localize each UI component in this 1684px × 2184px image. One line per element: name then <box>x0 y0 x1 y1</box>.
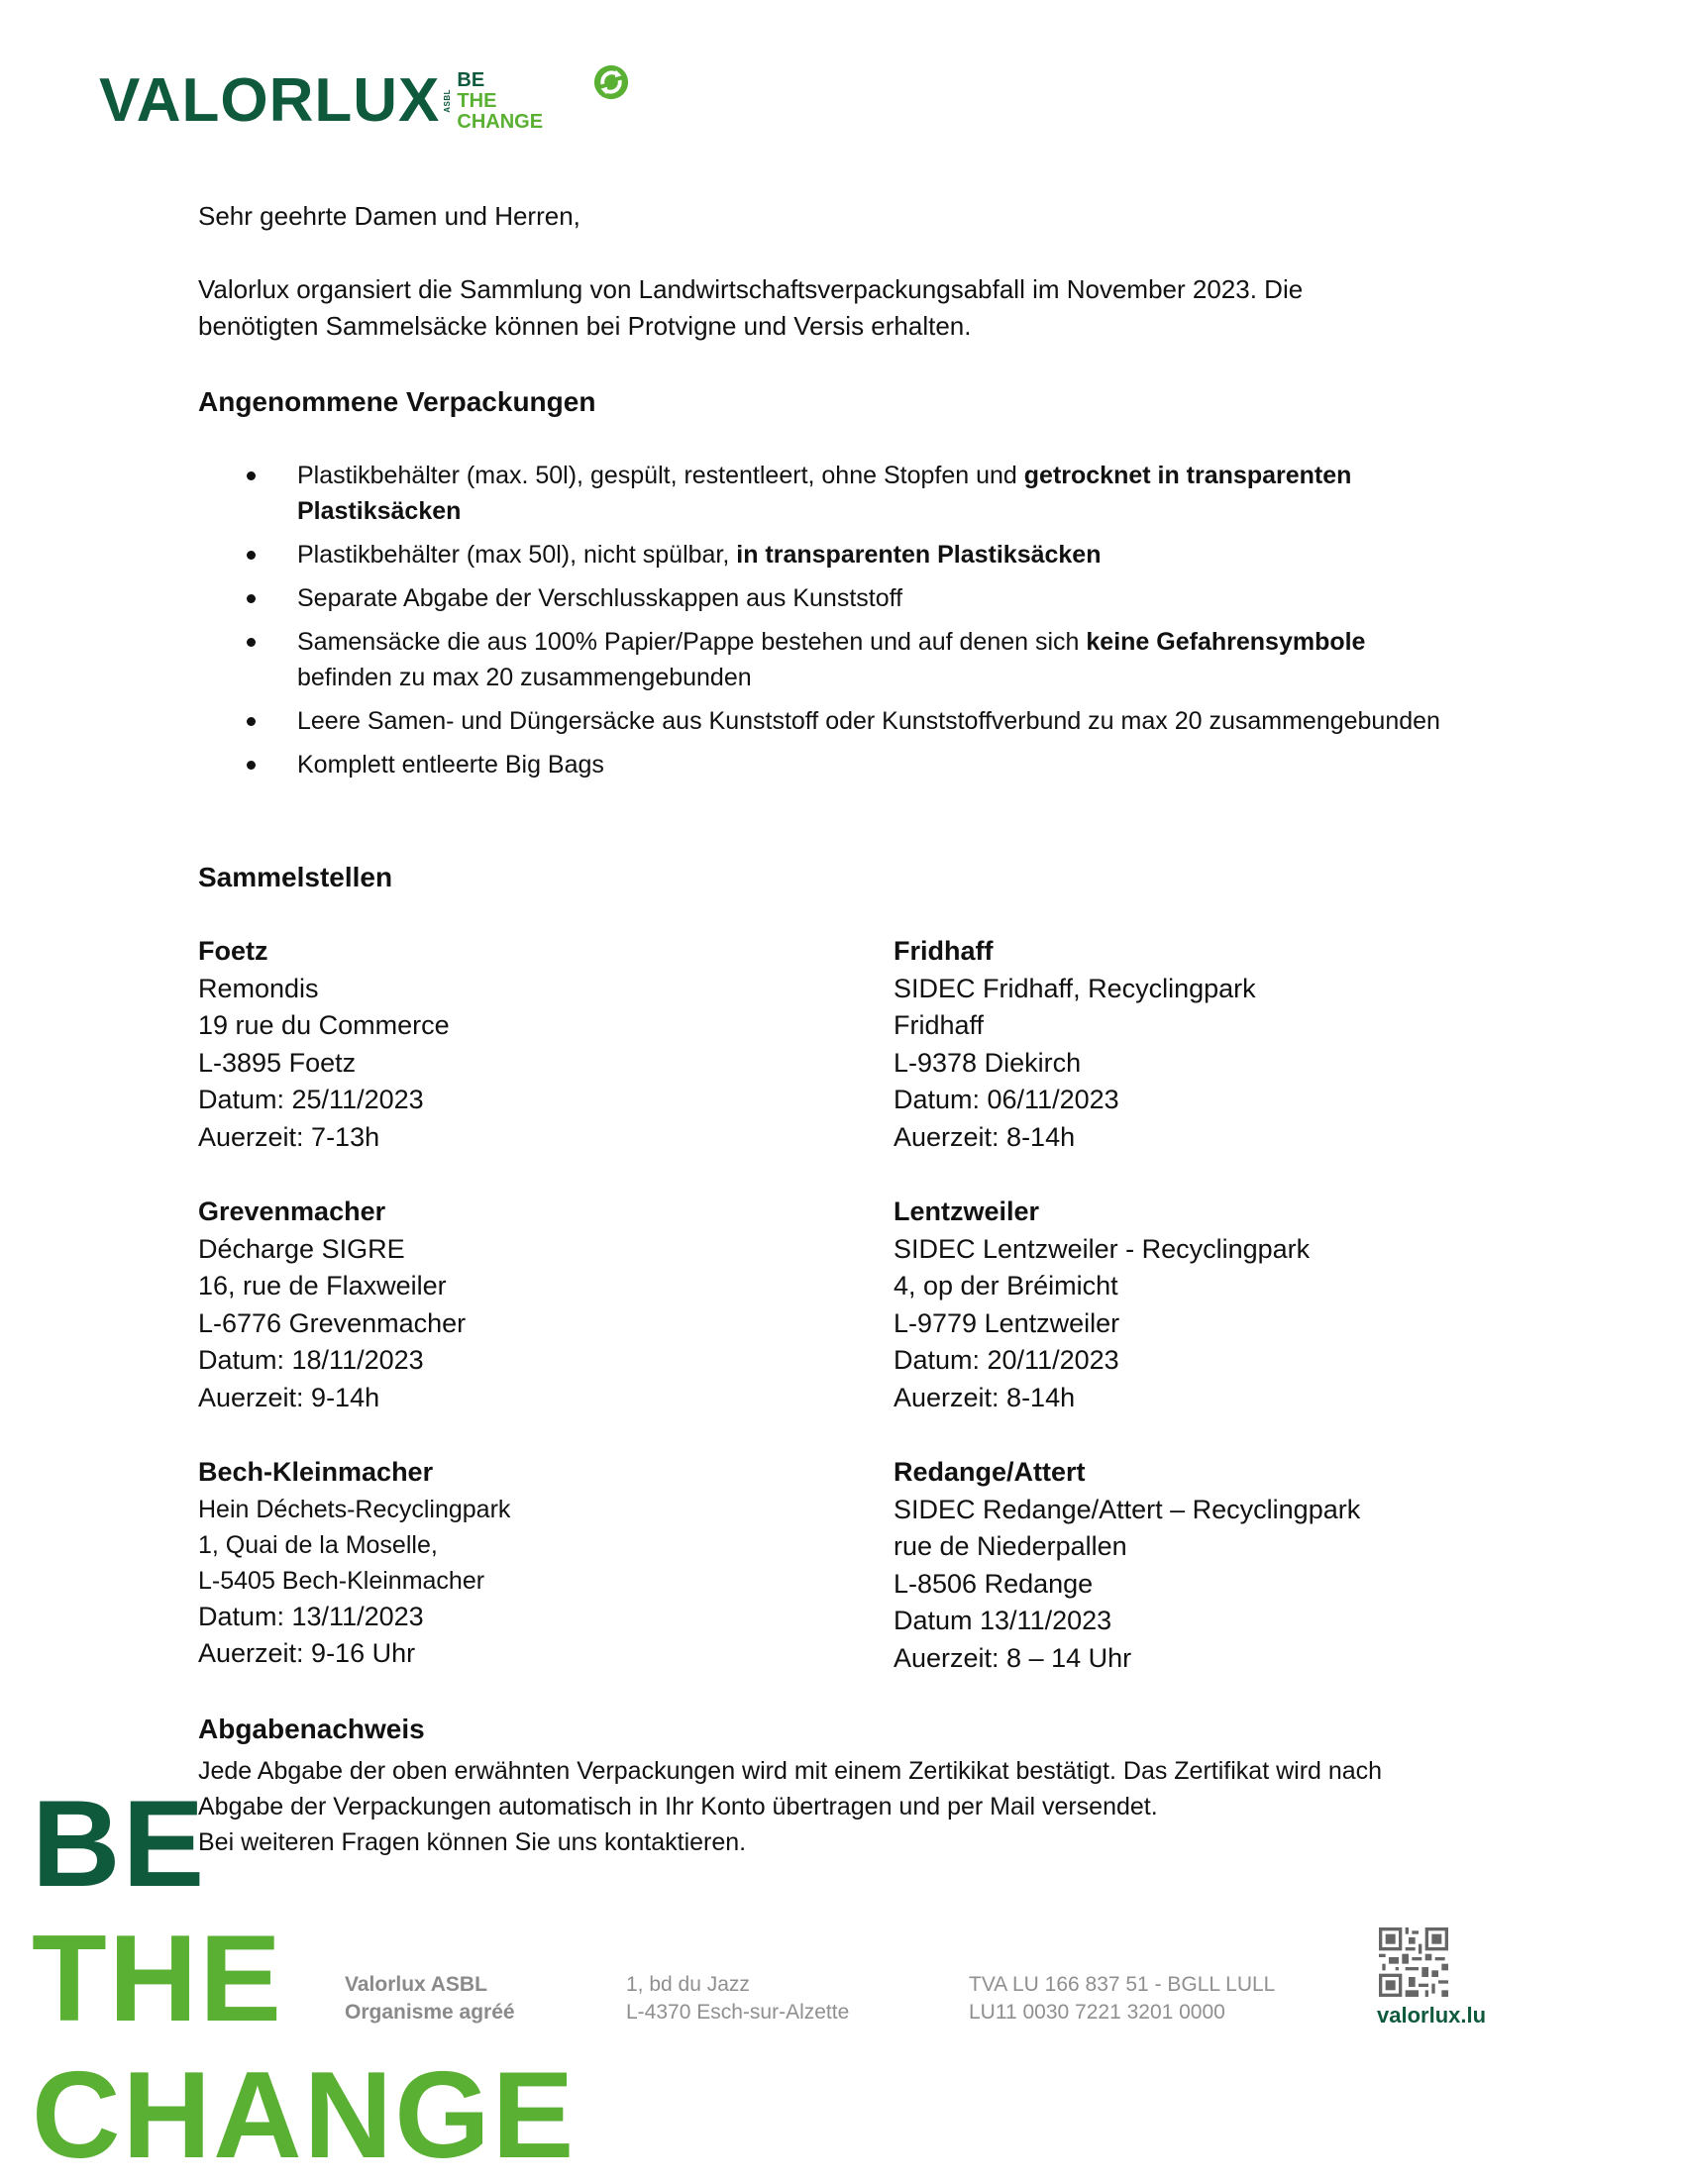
collection-points-heading: Sammelstellen <box>198 862 393 892</box>
footer-address: 1, bd du Jazz L-4370 Esch-sur-Alzette <box>626 1973 850 2024</box>
salutation: Sehr geehrte Damen und Herren, <box>198 201 580 231</box>
location-name: Grevenmacher <box>198 1196 386 1226</box>
bullet-icon <box>247 471 256 480</box>
list-item: Plastikbehälter (max 50l), nicht spülbar, in transparenten Plastiksäcken <box>243 537 1441 572</box>
accepted-packaging-list <box>243 458 1441 790</box>
intro-line-2: benötigten Sammelsäcke können bei Protvigne und Versis erhalten. <box>198 311 972 341</box>
footer-change: CHANGE <box>32 2047 577 2184</box>
logo-asbl: ASBL <box>443 89 453 113</box>
location-foetz: Foetz Remondis 19 rue du Commerce L-3895 Foetz Datum: 25/11/2023 Auerzeit: 7-13h <box>198 933 842 1156</box>
bullet-icon <box>247 551 256 560</box>
location-bech-kleinmacher: Bech-Kleinmacher Hein Déchets-Recyclingpark 1, Quai de la Moselle, L-5405 Bech-Kleinmacher Datum: 13/11/2023 Auerzeit: 9-16 Uhr <box>198 1454 842 1673</box>
intro-line-1: Valorlux organsiert die Sammlung von Landwirtschaftsverpackungsabfall im November 2023. Die <box>198 274 1304 304</box>
accepted-packaging-heading: Angenommene Verpackungen <box>198 386 596 417</box>
list-item: Komplett entleerte Big Bags <box>243 747 1441 782</box>
logo-wordmark: VALORLUX <box>99 66 441 135</box>
list-item: Separate Abgabe der Verschlusskappen aus Kunststoff <box>243 580 1441 616</box>
list-item: Plastikbehälter (max. 50l), gespült, restentleert, ohne Stopfen und getrocknet in transparenten Plastiksäcken <box>243 458 1441 529</box>
location-grevenmacher: Grevenmacher Décharge SIGRE 16, rue de Flaxweiler L-6776 Grevenmacher Datum: 18/11/2023 Auerzeit: 9-14h <box>198 1194 842 1416</box>
location-name: Redange/Attert <box>894 1457 1086 1487</box>
list-item: Samensäcke die aus 100% Papier/Pappe bestehen und auf denen sich keine Gefahrensymbole befinden zu max 20 zusammengebunden <box>243 624 1441 695</box>
location-redange-attert: Redange/Attert SIDEC Redange/Attert – Recyclingpark rue de Niederpallen L-8506 Redange Datum 13/11/2023 Auerzeit: 8 – 14 Uhr <box>894 1454 1537 1677</box>
location-fridhaff: Fridhaff SIDEC Fridhaff, Recyclingpark Fridhaff L-9378 Diekirch Datum: 06/11/2023 Auerzeit: 8-14h <box>894 933 1537 1156</box>
location-name: Foetz <box>198 936 268 966</box>
footer-tax-bank: TVA LU 166 837 51 - BGLL LULL LU11 0030 7221 3201 0000 <box>969 1973 1276 2024</box>
footer-be: BE <box>32 1776 207 1913</box>
location-lentzweiler: Lentzweiler SIDEC Lentzweiler - Recyclingpark 4, op der Bréimicht L-9779 Lentzweiler Datum: 20/11/2023 Auerzeit: 8-14h <box>894 1194 1537 1416</box>
footer-the: THE <box>32 1911 283 2047</box>
qr-code-icon <box>1379 1927 1448 1997</box>
recycle-circle-icon <box>592 63 630 101</box>
list-item: Leere Samen- und Düngersäcke aus Kunststoff oder Kunststoffverbund zu max 20 zusammengebunden <box>243 703 1441 739</box>
location-name: Fridhaff <box>894 936 994 966</box>
proof-text: Jede Abgabe der oben erwähnten Verpackungen wird mit einem Zertikikat bestätigt. Das Zertifikat wird nach Abgabe der Verpackungen automatisch in Ihr Konto übertragen und per Mail versendet. Bei weiteren Fragen können Sie uns kontaktieren. <box>198 1757 1383 1856</box>
bullet-icon <box>247 594 256 603</box>
valorlux-logo <box>99 61 543 141</box>
bullet-icon <box>247 717 256 726</box>
footer-org: Valorlux ASBL Organisme agréé <box>345 1973 515 2024</box>
logo-be-the-change: BE THE CHANGE <box>457 68 544 133</box>
bullet-icon <box>247 638 256 647</box>
location-name: Bech-Kleinmacher <box>198 1457 434 1487</box>
bullet-icon <box>247 761 256 770</box>
website-link[interactable]: valorlux.lu <box>1377 2003 1487 2028</box>
location-name: Lentzweiler <box>894 1196 1040 1226</box>
proof-heading: Abgabenachweis <box>198 1714 425 1744</box>
